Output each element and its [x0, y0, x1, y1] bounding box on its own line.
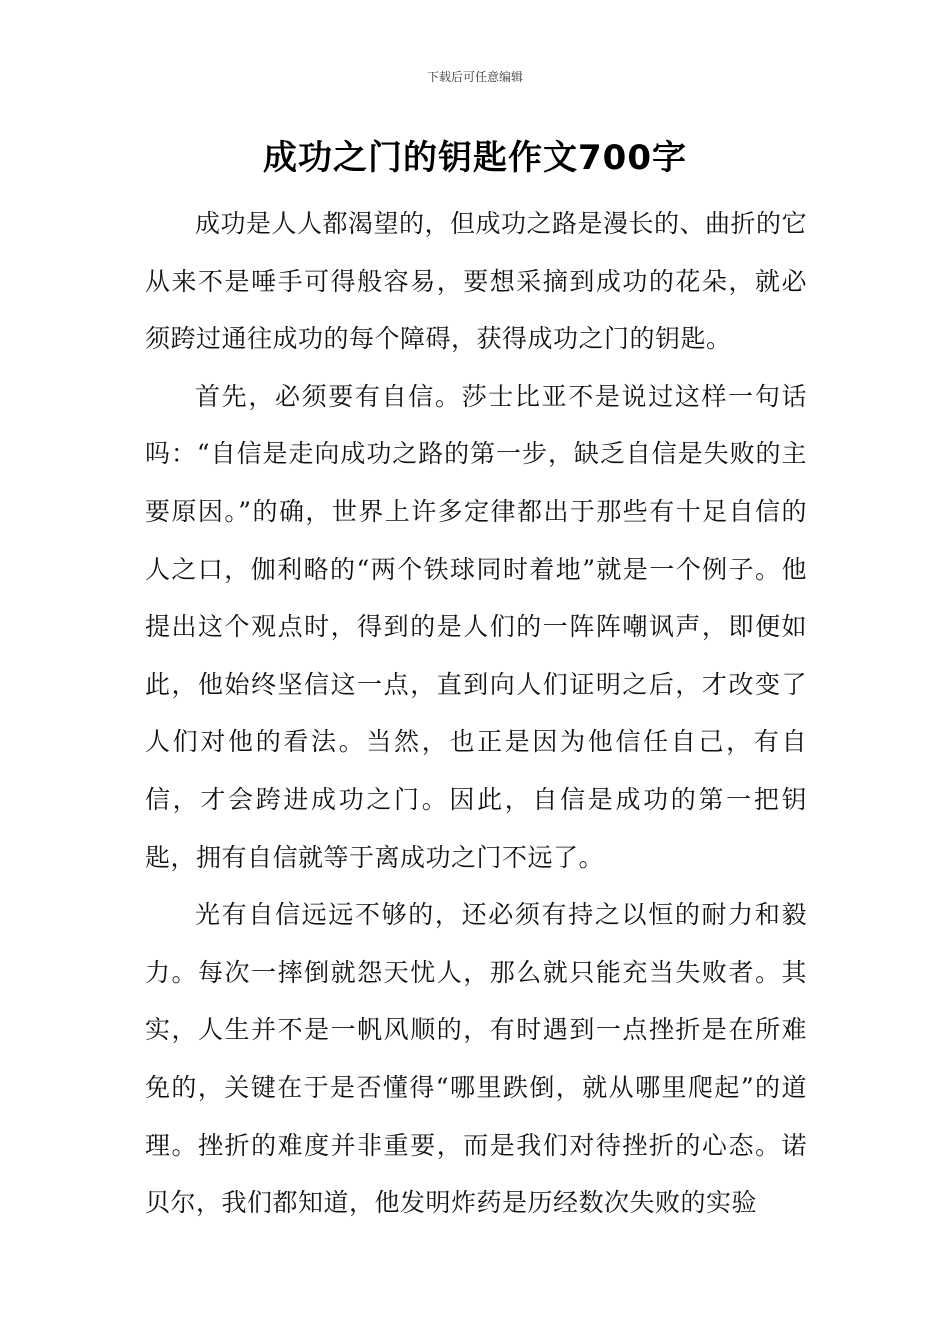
document-title: 成功之门的钥匙作文700字 [263, 138, 687, 178]
paragraph-3: 光有自信远远不够的，还必须有持之以恒的耐力和毅力。每次一摔倒就怨天忧人，那么就只能充当失败者。其实，人生并不是一帆风顺的，有时遇到一点挫折是在所难免的，关键在于是否懂得“哪里跌倒，就从哪里爬起”的道理。挫折的难度并非重要，而是我们对待挫折的心态。诺贝尔，我们都知道，他发明炸药是历经数次失败的实验 [145, 900, 807, 1218]
paragraph-1: 成功是人人都渴望的，但成功之路是漫长的、曲折的它从来不是唾手可得般容易，要想采摘到成功的花朵，就必须跨过通往成功的每个障碍，获得成功之门的钥匙。 [145, 209, 808, 354]
document-body [145, 195, 807, 1232]
header-note: 下载后可任意编辑 [426, 70, 523, 84]
paragraph-2: 首先，必须要有自信。莎士比亚不是说过这样一句话吗：“自信是走向成功之路的第一步，缺乏自信是失败的主要原因。”的确，世界上许多定律都出于那些有十足自信的人之口，伽利略的“两个铁球同时着地”就是一个例子。他提出这个观点时，得到的是人们的一阵阵嘲讽声，即便如此，他始终坚信这一点，直到向人们证明之后，才改变了人们对他的看法。当然，也正是因为他信任自己，有自信，才会跨进成功之门。因此，自信是成功的第一把钥匙，拥有自信就等于离成功之门不远了。 [145, 381, 807, 872]
